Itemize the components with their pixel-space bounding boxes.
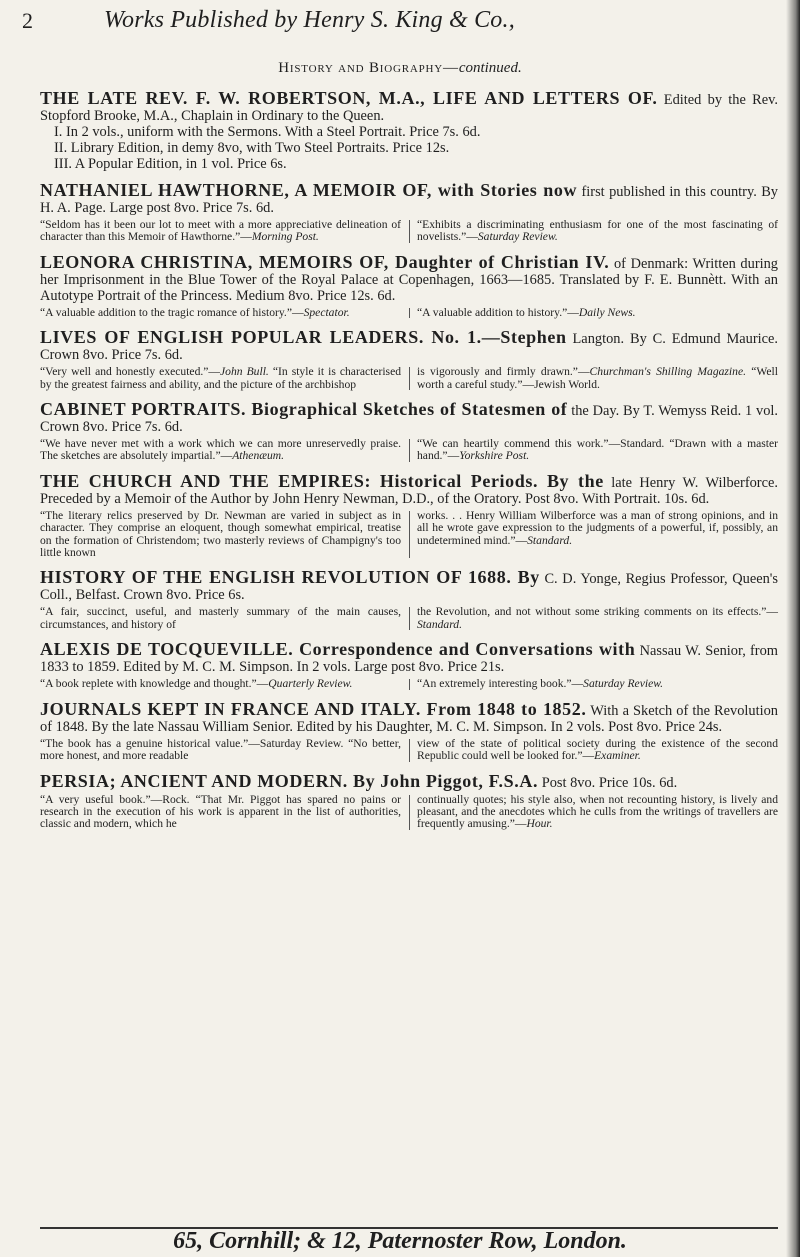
entry-text [40, 470, 778, 507]
quote-text: “The book has a genuine historical value.”—Saturday Review. “No better, more honest, and more readable [40, 736, 401, 763]
quote-text: “A very useful book.”—Rock. “That Mr. Piggot has spared no pains or research in the execution of his work is apparent in the list of authorities, classic and modern, which he [40, 792, 401, 831]
quote-text-continued: “Well worth a careful study.”—Jewish World. [417, 365, 778, 391]
review-quote [40, 438, 401, 463]
review-quotes [40, 219, 778, 244]
review-quote [417, 219, 778, 244]
page-gutter-shadow [786, 0, 800, 1257]
quote-text: “An extremely interesting book.”— [417, 677, 584, 691]
review-quote [40, 794, 401, 831]
catalogue-entry [40, 251, 779, 319]
catalogue-entry [40, 470, 778, 560]
entry-description: Post 8vo. Price 10s. 6d. [541, 774, 678, 791]
entry-text [40, 251, 779, 304]
quote-source: Churchman's Shilling Magazine. [589, 365, 746, 379]
review-quote [40, 678, 401, 690]
review-quote [40, 219, 401, 244]
review-quotes [40, 307, 778, 319]
review-quote [40, 738, 401, 763]
catalogue-entry [40, 329, 778, 391]
quote-text: “A book replete with knowledge and thought.”— [40, 677, 269, 691]
quote-source: Spectator. [303, 305, 350, 319]
edition-list [54, 124, 778, 172]
entry-title: ALEXIS DE TOCQUEVILLE. Correspondence and Conversations with [40, 639, 636, 660]
review-quote [417, 438, 778, 463]
review-quotes [40, 510, 778, 560]
entry-text [40, 182, 778, 216]
entry-title: LEONORA CHRISTINA, MEMOIRS OF, Daughter of Christian IV. [40, 251, 610, 272]
quote-text: continually quotes; his style also, when not recounting history, is lively and pleasant, and the anecdotes which he culls from the writings of travellers are frequently amusing.”— [417, 792, 778, 831]
entry-text [40, 401, 778, 435]
quote-text: “Very well and honestly executed.”— [40, 365, 221, 379]
quote-text: the Revolution, and not without some striking comments on its effects.”— [417, 605, 778, 619]
quote-source: Hour. [526, 817, 553, 831]
review-quote [40, 510, 401, 560]
review-quote [40, 307, 401, 319]
entry-description: C. D. Yonge, Regius Professor, Queen's Coll., Belfast. Crown 8vo. Price 6s. [40, 571, 778, 604]
quote-source: Athenæum. [232, 449, 285, 463]
edition-item: III. A Popular Edition, in 1 vol. Price 6s. [54, 156, 287, 172]
entry-text [40, 641, 778, 675]
catalogue-entry [40, 182, 778, 244]
entry-description: the Day. By T. Wemyss Reid. 1 vol. Crown 8vo. Price 7s. 6d. [40, 403, 778, 436]
catalogue-entry [40, 569, 778, 631]
quote-text-continued: “In style it is characterised by the greatest fairness and ability, and the picture of the archbishop [40, 365, 402, 391]
quote-source: Morning Post. [251, 230, 319, 244]
entry-description: Nassau W. Senior, from 1833 to 1859. Edited by M. C. M. Simpson. In 2 vols. Large post 8vo. Price 21s. [40, 643, 778, 676]
entry-description: late Henry W. Wilberforce. Preceded by a Memoir of the Author by John Henry Newman, D.D., of the Oratory. Post 8vo. With Portrait. 10s. 6d. [40, 474, 778, 507]
entry-text [40, 90, 778, 124]
quote-source: Examiner. [594, 749, 641, 763]
quote-text: works. . . Henry William Wilberforce was a man of strong opinions, and in all he wrote gave expression to the judgments of a powerful, if, possibly, an undetermined mind.”— [417, 508, 778, 547]
quote-source: John Bull. [220, 365, 269, 379]
catalogue-entry [40, 90, 778, 172]
catalogue-entry [40, 698, 778, 763]
entry-text [40, 569, 778, 603]
entry-text [40, 698, 778, 735]
page-number: 2 [22, 8, 33, 33]
section-label: History and Biography— [278, 60, 459, 76]
quote-source: Daily News. [578, 305, 636, 319]
review-quotes [40, 366, 778, 391]
quote-text: is vigorously and firmly drawn.”— [417, 365, 590, 379]
review-quotes [40, 738, 778, 763]
review-quotes [40, 794, 778, 831]
running-header [8, 8, 780, 38]
entry-title: HISTORY OF THE ENGLISH REVOLUTION OF 1688. By [40, 567, 540, 588]
entry-title: PERSIA; ANCIENT AND MODERN. By John Piggot, F.S.A. [40, 770, 539, 791]
entry-text [40, 329, 778, 363]
catalogue-entry [40, 770, 778, 831]
quote-source: Quarterly Review. [268, 677, 353, 691]
quote-text: “We have never met with a work which we can more unreservedly praise. The sketches are absolutely impartial.”— [40, 437, 401, 463]
catalogue-entry [40, 641, 778, 690]
entry-description: of Denmark: Written during her Imprisonment in the Blue Tower of the Royal Palace at Copenhagen, 1663—1685. Translated by F. E. Bunnètt. With an Autotype Portrait of the Princess. Medium 8vo. Price 12s. 6d. [40, 255, 779, 304]
edition-item: II. Library Edition, in demy 8vo, with Two Steel Portraits. Price 12s. [54, 140, 450, 156]
quote-text: “A fair, succinct, useful, and masterly summary of the main causes, circumstances, and history of [40, 605, 401, 631]
entry-description: With a Sketch of the Revolution of 1848. By the late Nassau William Senior. Edited by his Daughter, M. C. M. Simpson. In 2 vols. Post 8vo. Price 24s. [40, 702, 778, 735]
quote-text: “A valuable addition to history.”— [417, 305, 579, 319]
entry-description: Langton. By C. Edmund Maurice. Crown 8vo. Price 7s. 6d. [40, 331, 779, 364]
review-quote [417, 307, 778, 319]
section-heading [0, 60, 800, 77]
quote-text: view of the state of political society during the existence of the second Republic could well be looked for.”— [417, 736, 778, 763]
entry-description: first published in this country. By H. A. Page. Large post 8vo. Price 7s. 6d. [40, 184, 778, 216]
review-quote [40, 606, 401, 631]
quote-source: Standard. [527, 533, 573, 547]
entry-title: JOURNALS KEPT IN FRANCE AND ITALY. From 1848 to 1852. [40, 698, 587, 719]
review-quote [417, 366, 778, 391]
entry-description: Edited by the Rev. Stopford Brooke, M.A., Chaplain in Ordinary to the Queen. [40, 92, 778, 124]
catalogue-entry [40, 401, 778, 463]
entry-title: THE CHURCH AND THE EMPIRES: Historical Periods. By the [40, 470, 604, 491]
quote-source: Standard. [417, 617, 462, 631]
review-quotes [40, 438, 778, 463]
review-quote [417, 510, 778, 560]
quote-text: “The literary relics preserved by Dr. Newman are varied in subject as in character. They comprise an eloquent, though somewhat empirical, treatise on the formation of Christendom; two masterly reviews of Champigny's too little known [40, 508, 401, 560]
review-quote [417, 794, 778, 831]
quote-text: “We can heartily commend this work.”—Standard. “Drawn with a master hand.”— [417, 437, 778, 463]
entry-text [40, 770, 778, 791]
quote-text: “Exhibits a discriminating enthusiasm for one of the most fascinating of novelists.”— [417, 218, 778, 244]
entry-title: CABINET PORTRAITS. Biographical Sketches of Statesmen of [40, 399, 568, 420]
review-quote [417, 606, 778, 631]
review-quotes [40, 606, 778, 631]
entry-title: LIVES OF ENGLISH POPULAR LEADERS. No. 1.—Stephen [40, 327, 567, 348]
review-quotes [40, 678, 778, 690]
quote-source: Saturday Review. [477, 230, 558, 244]
publisher-address: 65, Cornhill; & 12, Paternoster Row, London. [173, 1228, 627, 1254]
review-quote [417, 678, 778, 690]
entry-title: NATHANIEL HAWTHORNE, A MEMOIR OF, with Stories now [40, 180, 578, 200]
section-continued: continued. [458, 60, 522, 76]
quote-text: “Seldom has it been our lot to meet with a more appreciative delineation of character than this Memoir of Hawthorne.”— [40, 218, 401, 244]
quote-source: Yorkshire Post. [459, 449, 530, 463]
review-quote [40, 366, 401, 391]
quote-text: “A valuable addition to the tragic romance of history.”— [40, 305, 304, 319]
review-quote [417, 738, 778, 763]
running-title: Works Published by Henry S. King & Co., [104, 7, 515, 33]
catalogue-entries [40, 90, 778, 841]
quote-source: Saturday Review. [583, 677, 663, 691]
edition-item: I. In 2 vols., uniform with the Sermons. With a Steel Portrait. Price 7s. 6d. [54, 124, 481, 140]
entry-title: THE LATE REV. F. W. ROBERTSON, M.A., LIFE AND LETTERS OF. [40, 88, 658, 108]
